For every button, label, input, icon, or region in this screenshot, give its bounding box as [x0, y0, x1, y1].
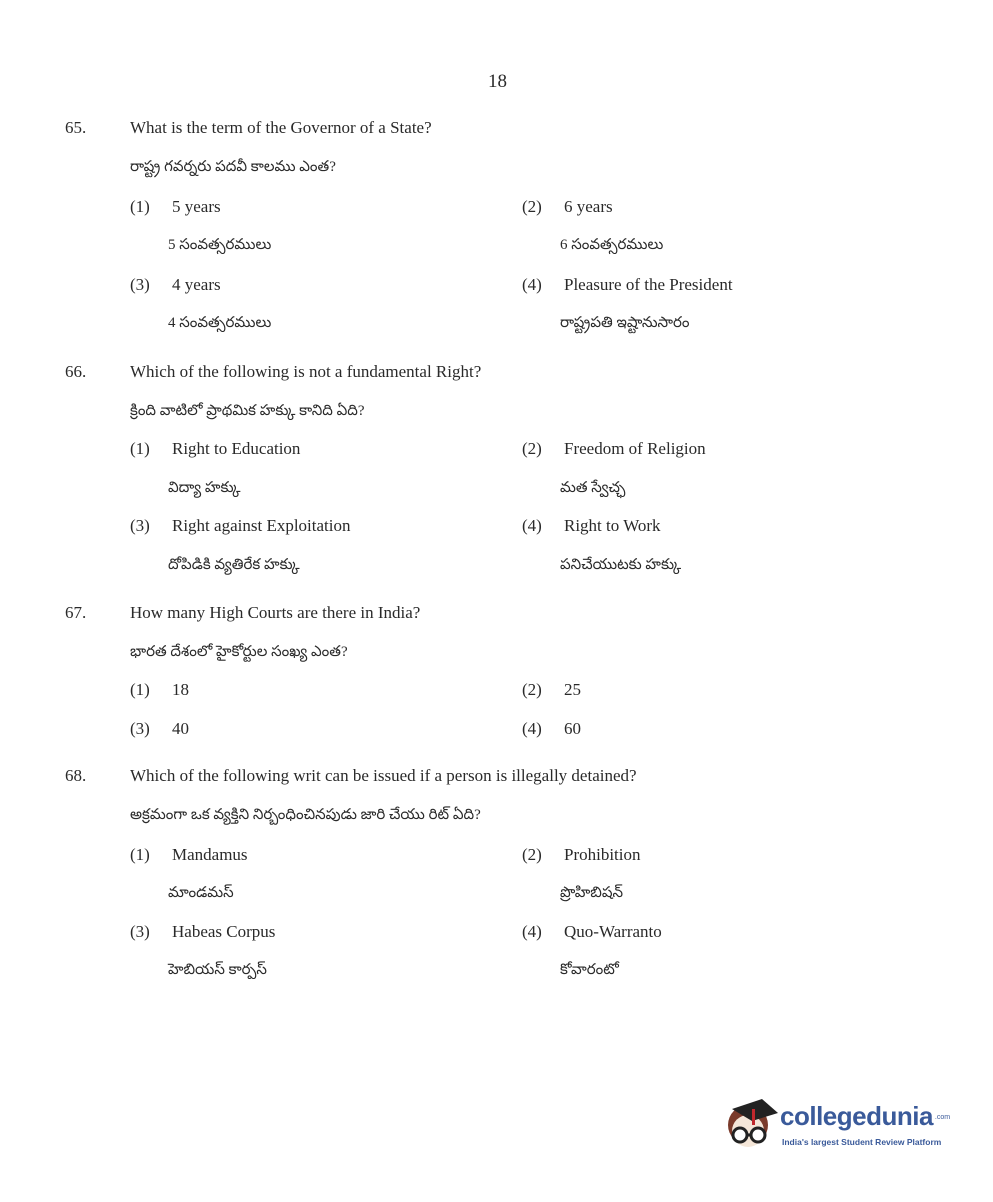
option-text: 4 years: [172, 275, 221, 294]
option-number: (2): [522, 439, 542, 458]
question-number: 65.: [65, 118, 87, 137]
question-text: What is the term of the Governor of a State?: [130, 118, 432, 137]
option-number: (2): [522, 845, 542, 864]
option-text: 6 years: [564, 197, 613, 216]
option-number: (4): [522, 719, 542, 738]
collegedunia-logo: [722, 1095, 990, 1165]
option-text: 40: [172, 719, 189, 738]
option-text-telugu: విద్యా హక్కు: [168, 480, 241, 496]
option-text: 60: [564, 719, 581, 738]
logo-suffix: .com: [934, 1114, 951, 1121]
option-text: Right to Education: [172, 439, 301, 458]
option-text: 18: [172, 680, 189, 699]
option-text: Pleasure of the President: [564, 275, 733, 294]
option-number: (3): [130, 516, 150, 535]
question-text-telugu: రాష్ట్ర గవర్నరు పదవీ కాలము ఎంత?: [130, 159, 336, 175]
option-text: 25: [564, 680, 581, 699]
option-number: (2): [522, 680, 542, 699]
logo-name: collegedunia: [780, 1101, 933, 1131]
option-number: (4): [522, 275, 542, 294]
option-text-telugu: 5 సంవత్సరములు: [168, 237, 272, 253]
question-text: How many High Courts are there in India?: [130, 603, 421, 622]
mascot-icon: [722, 1095, 778, 1165]
question-number: 68.: [65, 766, 87, 785]
option-number: (4): [522, 922, 542, 941]
option-text-telugu: రాష్ట్రపతి ఇష్టానుసారం: [560, 315, 690, 331]
question-text: Which of the following is not a fundamental Right?: [130, 362, 482, 381]
option-number: (3): [130, 922, 150, 941]
question-number: 66.: [65, 362, 87, 381]
question-text-telugu: క్రింది వాటిలో ప్రాథమిక హక్కు కానిది ఏది?: [130, 403, 365, 419]
option-text-telugu: 4 సంవత్సరములు: [168, 315, 272, 331]
option-number: (1): [130, 680, 150, 699]
logo-tagline: India's largest Student Review Platform: [782, 1137, 942, 1147]
page-number: 18: [488, 71, 507, 92]
option-text-telugu: 6 సంవత్సరములు: [560, 237, 664, 253]
option-text: Freedom of Religion: [564, 439, 706, 458]
option-text-telugu: కోవారంటో: [560, 962, 619, 978]
option-number: (2): [522, 197, 542, 216]
option-text-telugu: ప్రొహిబిషన్: [560, 885, 624, 901]
option-text: Right to Work: [564, 516, 661, 535]
option-number: (4): [522, 516, 542, 535]
logo-wordmark: [780, 1101, 950, 1131]
option-text-telugu: మత స్వేచ్ఛ: [560, 480, 626, 496]
option-text: Prohibition: [564, 845, 641, 864]
option-text: Right against Exploitation: [172, 516, 351, 535]
question-text-telugu: అక్రమంగా ఒక వ్యక్తిని నిర్బంధించినపుడు జారి చేయు రిట్ ఏది?: [130, 807, 481, 823]
option-text-telugu: మాండమస్: [168, 885, 234, 901]
question-text: Which of the following writ can be issued if a person is illegally detained?: [130, 766, 637, 785]
option-number: (3): [130, 275, 150, 294]
option-text: Quo-Warranto: [564, 922, 662, 941]
option-text: Habeas Corpus: [172, 922, 276, 941]
option-number: (1): [130, 845, 150, 864]
option-number: (3): [130, 719, 150, 738]
option-text: 5 years: [172, 197, 221, 216]
option-number: (1): [130, 197, 150, 216]
option-text-telugu: హెబియస్ కార్పస్: [168, 962, 267, 978]
question-text-telugu: భారత దేశంలో హైకోర్టుల సంఖ్య ఎంత?: [130, 644, 348, 660]
option-text: Mandamus: [172, 845, 248, 864]
question-number: 67.: [65, 603, 87, 622]
option-text-telugu: దోపిడికి వ్యతిరేక హక్కు: [168, 557, 300, 573]
option-number: (1): [130, 439, 150, 458]
option-text-telugu: పనిచేయుటకు హక్కు: [560, 557, 682, 573]
